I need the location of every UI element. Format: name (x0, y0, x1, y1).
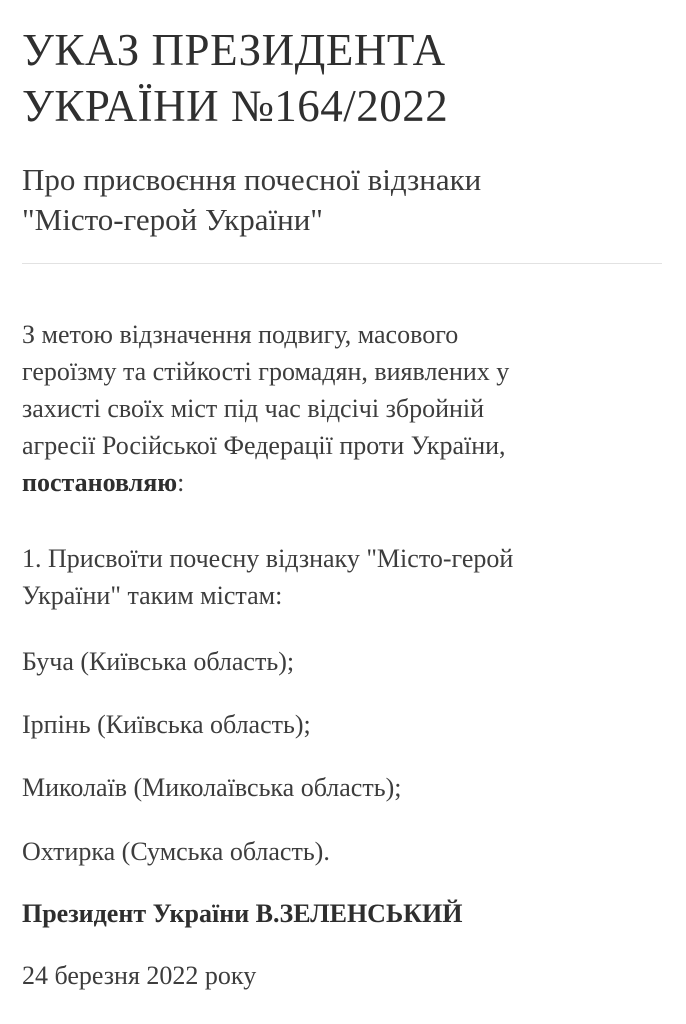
preamble-line-1: З метою відзначення подвигу, масового (22, 320, 459, 349)
preamble-line-3: захисті своїх міст під час відсічі збройній (22, 394, 485, 423)
decree-title (22, 22, 662, 134)
preamble-line-2: героїзму та стійкості громадян, виявлених у (22, 357, 510, 386)
signature: Президент України В.ЗЕЛЕНСЬКИЙ (22, 899, 463, 928)
decree-subtitle (22, 160, 662, 240)
decree-keyword: постановляю (22, 468, 178, 497)
decree-keyword-colon: : (177, 468, 185, 497)
decree-item-1 (22, 540, 652, 614)
decree-title-line-2: УКРАЇНИ №164/2022 (22, 81, 449, 131)
decree-subtitle-line-2: "Місто-герой України" (22, 202, 323, 237)
decree-item-line-1: 1. Присвоїти почесну відзнаку "Місто-герой (22, 544, 514, 573)
decree-date: 24 березня 2022 року (22, 961, 257, 990)
preamble-paragraph (22, 316, 652, 501)
city-bucha: Буча (Київська область); (22, 647, 295, 676)
city-okhtyrka: Охтирка (Сумська область). (22, 837, 330, 866)
decree-subtitle-line-1: Про присвоєння почесної відзнаки (22, 162, 482, 197)
city-mykolaiv: Миколаїв (Миколаївська область); (22, 773, 402, 802)
decree-item-line-2: України" таким містам: (22, 581, 283, 610)
preamble-line-4: агресії Російської Федерації проти України, (22, 431, 506, 460)
decree-title-line-1: УКАЗ ПРЕЗИДЕНТА (22, 25, 446, 75)
section-divider (22, 263, 662, 264)
city-irpin: Ірпінь (Київська область); (22, 710, 311, 739)
